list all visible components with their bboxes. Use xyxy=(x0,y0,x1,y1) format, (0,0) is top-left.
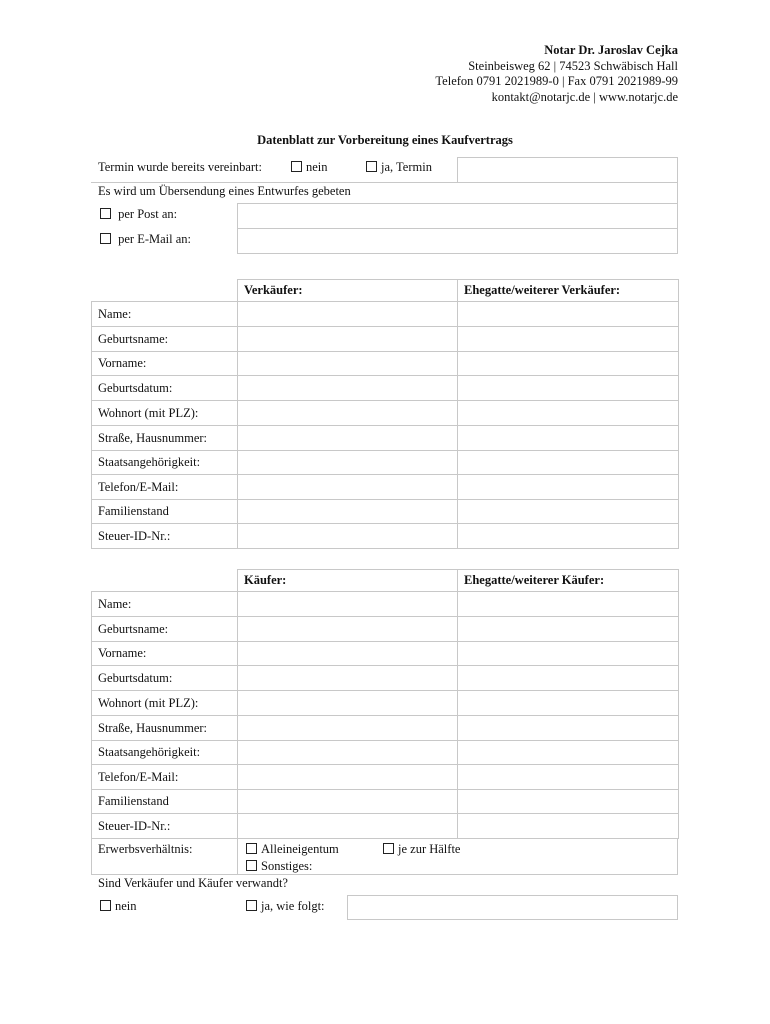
buyer-field[interactable] xyxy=(238,592,458,617)
buyer-field[interactable] xyxy=(238,814,458,839)
seller-field[interactable] xyxy=(238,376,458,401)
buyer-spouse-field[interactable] xyxy=(458,814,679,839)
seller-column-header: Verkäufer: xyxy=(238,280,458,302)
row-label: Vorname: xyxy=(92,352,238,376)
row-label: Geburtsname: xyxy=(92,617,238,642)
row-label: Familienstand xyxy=(92,790,238,814)
seller-field[interactable] xyxy=(238,475,458,500)
table-row xyxy=(92,401,679,426)
draft-post-address-field[interactable] xyxy=(237,203,678,229)
row-label: Wohnort (mit PLZ): xyxy=(92,401,238,426)
table-row xyxy=(92,814,679,839)
row-label: Steuer-ID-Nr.: xyxy=(92,524,238,549)
table-row xyxy=(92,475,679,500)
seller-spouse-field[interactable] xyxy=(458,327,679,352)
buyer-spouse-field[interactable] xyxy=(458,790,679,814)
buyer-spouse-field[interactable] xyxy=(458,691,679,716)
row-label: Telefon/E-Mail: xyxy=(92,475,238,500)
seller-spouse-field[interactable] xyxy=(458,302,679,327)
notary-letterhead xyxy=(435,43,678,105)
table-row xyxy=(92,741,679,765)
row-label: Geburtsdatum: xyxy=(92,376,238,401)
buyer-spouse-column-header: Ehegatte/weiterer Käufer: xyxy=(458,570,679,592)
buyer-field[interactable] xyxy=(238,765,458,790)
acquisition-sole-option[interactable]: Alleineigentum xyxy=(246,842,339,857)
page-title: Datenblatt zur Vorbereitung eines Kaufvertrags xyxy=(257,133,513,147)
table-row xyxy=(92,716,679,741)
draft-label: Es wird um Übersendung eines Entwurfes gebeten xyxy=(98,184,351,198)
appointment-label: Termin wurde bereits vereinbart: xyxy=(98,160,262,174)
draft-email-checkbox[interactable] xyxy=(100,233,111,244)
seller-spouse-field[interactable] xyxy=(458,451,679,475)
seller-spouse-column-header: Ehegatte/weiterer Verkäufer: xyxy=(458,280,679,302)
seller-field[interactable] xyxy=(238,352,458,376)
row-label: Straße, Hausnummer: xyxy=(92,716,238,741)
buyer-field[interactable] xyxy=(238,691,458,716)
table-row xyxy=(92,691,679,716)
seller-field[interactable] xyxy=(238,327,458,352)
acquisition-other-checkbox[interactable] xyxy=(246,860,257,871)
acquisition-label: Erwerbsverhältnis: xyxy=(98,842,193,856)
seller-field[interactable] xyxy=(238,401,458,426)
buyer-field[interactable] xyxy=(238,790,458,814)
seller-spouse-field[interactable] xyxy=(458,401,679,426)
related-no-option[interactable]: nein xyxy=(100,899,137,914)
draft-email-address-field[interactable] xyxy=(237,228,678,254)
table-row xyxy=(92,327,679,352)
row-label: Name: xyxy=(92,302,238,327)
buyer-spouse-field[interactable] xyxy=(458,716,679,741)
row-label: Familienstand xyxy=(92,500,238,524)
seller-spouse-field[interactable] xyxy=(458,500,679,524)
buyer-table xyxy=(91,569,679,839)
buyer-field[interactable] xyxy=(238,666,458,691)
buyer-spouse-field[interactable] xyxy=(458,592,679,617)
table-row xyxy=(92,524,679,549)
buyer-field[interactable] xyxy=(238,642,458,666)
row-label: Vorname: xyxy=(92,642,238,666)
seller-field[interactable] xyxy=(238,500,458,524)
table-row xyxy=(92,592,679,617)
row-label: Telefon/E-Mail: xyxy=(92,765,238,790)
row-label: Steuer-ID-Nr.: xyxy=(92,814,238,839)
row-label: Staatsangehörigkeit: xyxy=(92,451,238,475)
seller-table-corner xyxy=(92,280,238,302)
acquisition-other-option[interactable]: Sonstiges: xyxy=(246,859,312,874)
related-yes-option[interactable]: ja, wie folgt: xyxy=(246,899,325,914)
buyer-spouse-field[interactable] xyxy=(458,741,679,765)
acquisition-half-checkbox[interactable] xyxy=(383,843,394,854)
appointment-no-option[interactable]: nein xyxy=(291,160,328,175)
related-yes-checkbox[interactable] xyxy=(246,900,257,911)
appointment-date-field[interactable] xyxy=(457,157,678,183)
table-row xyxy=(92,666,679,691)
seller-spouse-field[interactable] xyxy=(458,352,679,376)
appointment-no-checkbox[interactable] xyxy=(291,161,302,172)
draft-post-option[interactable]: per Post an: xyxy=(100,207,177,222)
notary-name: Notar Dr. Jaroslav Cejka xyxy=(544,43,678,57)
row-label: Staatsangehörigkeit: xyxy=(92,741,238,765)
row-label: Wohnort (mit PLZ): xyxy=(92,691,238,716)
buyer-table-corner xyxy=(92,570,238,592)
buyer-spouse-field[interactable] xyxy=(458,666,679,691)
acquisition-half-option[interactable]: je zur Hälfte xyxy=(383,842,460,857)
table-row xyxy=(92,426,679,451)
seller-field[interactable] xyxy=(238,524,458,549)
row-label: Name: xyxy=(92,592,238,617)
related-details-field[interactable] xyxy=(347,895,678,920)
seller-field[interactable] xyxy=(238,426,458,451)
notary-phone: Telefon 0791 2021989-0 | Fax 0791 2021989-99 xyxy=(435,74,678,88)
table-row xyxy=(92,451,679,475)
seller-field[interactable] xyxy=(238,451,458,475)
table-row xyxy=(92,376,679,401)
seller-spouse-field[interactable] xyxy=(458,376,679,401)
row-label: Geburtsdatum: xyxy=(92,666,238,691)
buyer-field[interactable] xyxy=(238,716,458,741)
row-label: Geburtsname: xyxy=(92,327,238,352)
buyer-field[interactable] xyxy=(238,741,458,765)
draft-post-checkbox[interactable] xyxy=(100,208,111,219)
acquisition-sole-checkbox[interactable] xyxy=(246,843,257,854)
table-row xyxy=(92,302,679,327)
related-label: Sind Verkäufer und Käufer verwandt? xyxy=(98,876,288,890)
related-no-checkbox[interactable] xyxy=(100,900,111,911)
appointment-yes-checkbox[interactable] xyxy=(366,161,377,172)
appointment-yes-option[interactable]: ja, Termin xyxy=(366,160,432,175)
seller-table xyxy=(91,279,679,549)
notary-address: Steinbeisweg 62 | 74523 Schwäbisch Hall xyxy=(468,58,678,73)
notary-contact: kontakt@notarjc.de | www.notarjc.de xyxy=(491,89,678,104)
table-row xyxy=(92,642,679,666)
table-row xyxy=(92,765,679,790)
table-row xyxy=(92,790,679,814)
seller-spouse-field[interactable] xyxy=(458,524,679,549)
buyer-field[interactable] xyxy=(238,617,458,642)
acquisition-divider xyxy=(237,838,238,875)
buyer-spouse-field[interactable] xyxy=(458,617,679,642)
table-row xyxy=(92,500,679,524)
seller-spouse-field[interactable] xyxy=(458,475,679,500)
buyer-spouse-field[interactable] xyxy=(458,765,679,790)
table-row xyxy=(92,617,679,642)
buyer-spouse-field[interactable] xyxy=(458,642,679,666)
draft-email-option[interactable]: per E-Mail an: xyxy=(100,232,191,247)
seller-spouse-field[interactable] xyxy=(458,426,679,451)
seller-field[interactable] xyxy=(238,302,458,327)
buyer-column-header: Käufer: xyxy=(238,570,458,592)
row-label: Straße, Hausnummer: xyxy=(92,426,238,451)
table-row xyxy=(92,352,679,376)
